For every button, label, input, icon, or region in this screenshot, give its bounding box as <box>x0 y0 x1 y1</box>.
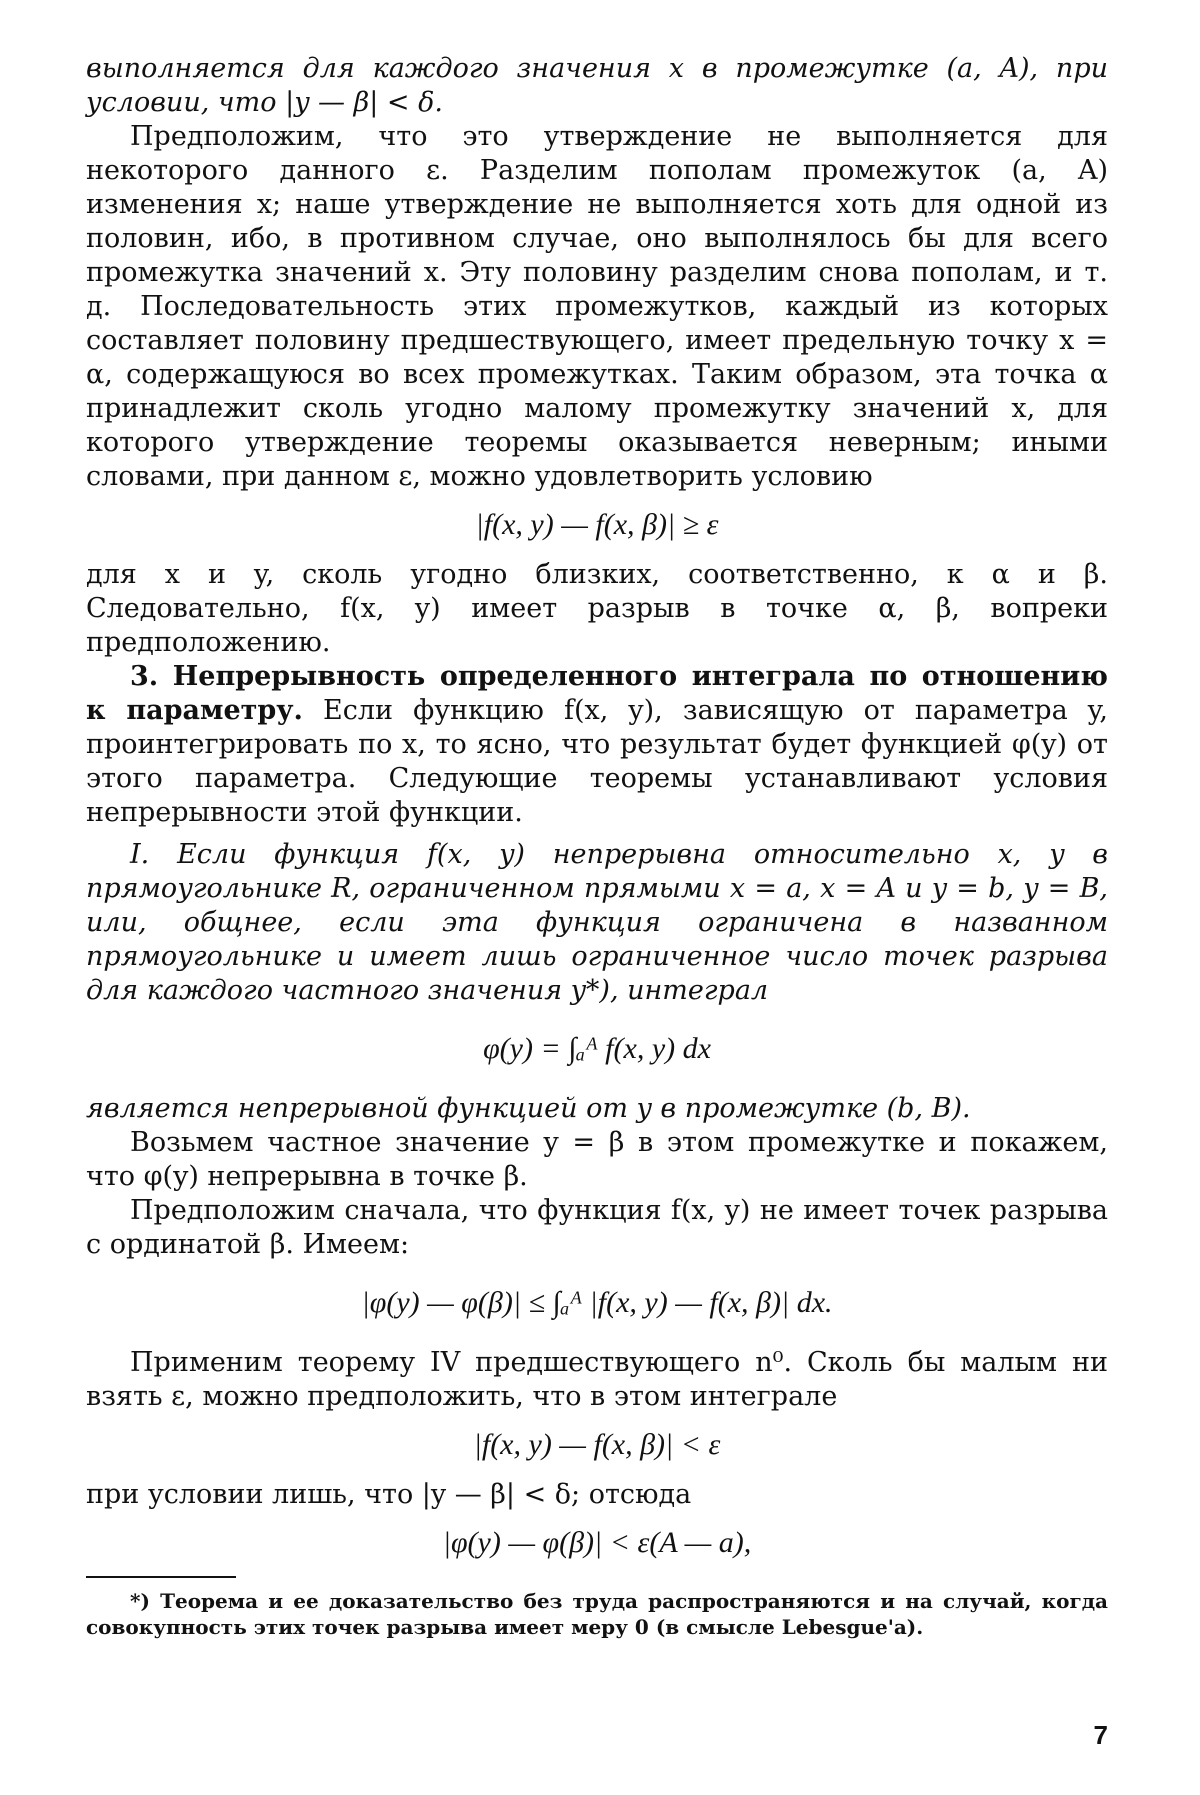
paragraph-apply-theorem: Применим теорему IV предшествующего n⁰. Сколь бы малым ни взять ε, можно предположить, что в этом интеграле <box>86 1347 1108 1412</box>
paragraph-conclusion: для x и y, сколь угодно близких, соответственно, к α и β. Следовательно, f(x, y) имеет разрыв в точке α, β, вопреки предположению. <box>86 559 1108 658</box>
formula-integral-phi: φ(y) = ∫ₐᴬ f(x, y) dx <box>483 1032 711 1065</box>
formula-discontinuity: |f(x, y) — f(x, β)| ≥ ε <box>475 508 719 541</box>
paragraph-theorem-continuation: выполняется для каждого значения x в промежутке (a, A), при условии, что |y — β| < δ. <box>86 53 1108 118</box>
theorem-1-statement: I. Если функция f(x, y) непрерывна относительно x, y в прямоугольнике R, ограниченном прямыми x = a, x = A и y = b, y = B, или, общнее, если эта функция ограничена в названном прямоугольнике и имеет лишь ограниченное число точек разрыва для каждого частного значения y*), интеграл <box>86 839 1108 1006</box>
paragraph-proof: Предположим, что это утверждение не выполняется для некоторого данного ε. Разделим пополам промежуток (a, A) изменения x; наше утверждение не выполняется хоть для одной из половин, ибо, в противном случае, оно выполнялось бы для всего промежутка значений x. Эту половину разделим снова пополам, и т. д. Последовательность этих промежутков, каждый из которых составляет половину предшествующего, имеет предельную точку x = α, содержащуюся во всех промежутках. Таким образом, эта точка α принадлежит сколь угодно малому промежутку значений x, для которого утверждение теоремы оказывается неверным; иными словами, при данном ε, можно удовлетворить условию <box>86 121 1108 492</box>
footnote-divider <box>86 1576 236 1578</box>
section-3-paragraph <box>86 660 1108 830</box>
formula-f-difference: |f(x, y) — f(x, β)| < ε <box>473 1428 721 1461</box>
paragraph-condition: при условии лишь, что |y — β| < δ; отсюда <box>86 1479 692 1510</box>
page-number: 7 <box>1093 1720 1108 1750</box>
formula-phi-difference-bound: |φ(y) — φ(β)| ≤ ∫ₐᴬ |f(x, y) — f(x, β)| dx. <box>361 1286 833 1319</box>
footnote: *) Теорема и ее доказательство без труда распространяются и на случай, когда совокупность этих точек разрыва имеет меру 0 (в смысле Lebesgue'a). <box>86 1589 1108 1639</box>
section-heading: 3. Непрерывность определенного интеграла по отношению к параметру. <box>86 661 1108 726</box>
theorem-1-conclusion: является непрерывной функцией от y в промежутке (b, B). <box>86 1093 971 1124</box>
section-intro-text: Если функцию f(x, y), зависящую от параметра y, проинтегрировать по x, то ясно, что результат будет функцией φ(y) от этого параметра. Следующие теоремы устанавливают условия непрерывности этой функции. <box>86 695 1109 828</box>
formula-phi-final-bound: |φ(y) — φ(β)| < ε(A — a), <box>442 1526 752 1559</box>
paragraph-assume: Предположим сначала, что функция f(x, y) не имеет точек разрыва с ординатой β. Имеем: <box>86 1195 1108 1260</box>
paragraph-take-value: Возьмем частное значение y = β в этом промежутке и покажем, что φ(y) непрерывна в точке β. <box>86 1127 1108 1192</box>
